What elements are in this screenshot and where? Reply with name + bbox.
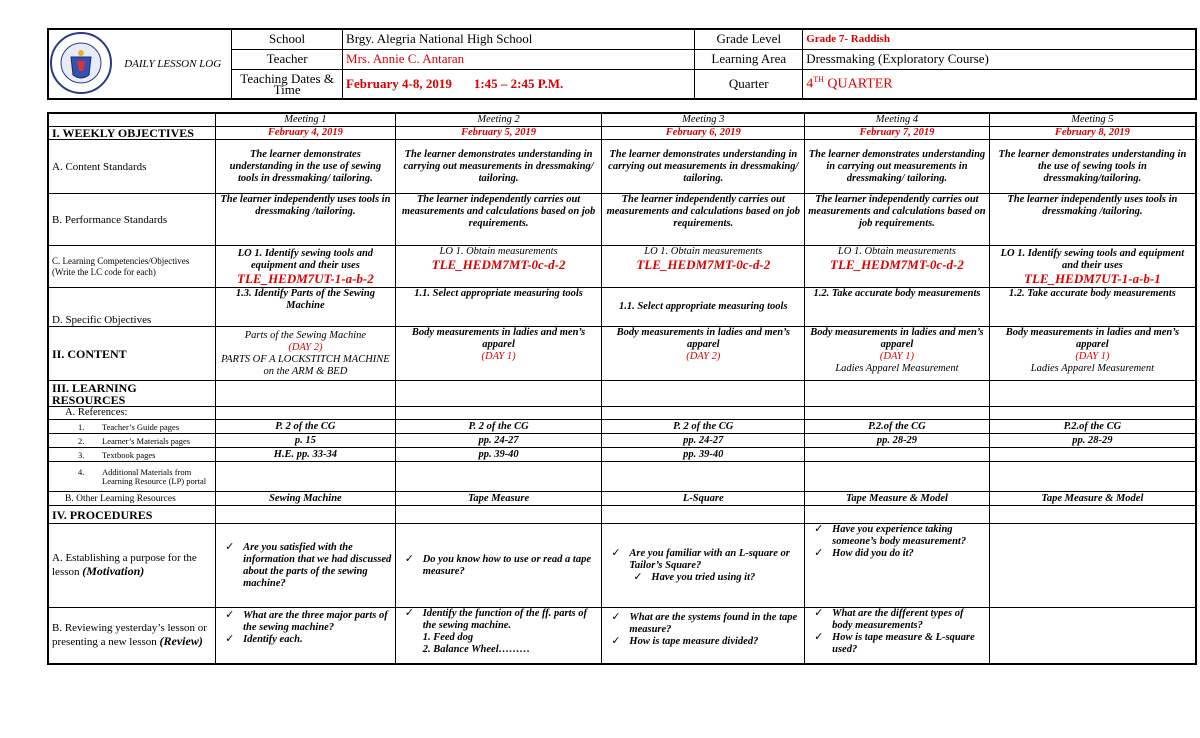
empty-cell: [395, 381, 602, 407]
empty-cell: [216, 506, 396, 524]
motivation-item: ✓ Have you tried using it?: [633, 569, 756, 583]
check-icon: ✓: [404, 606, 414, 619]
references-label: A. References:: [48, 407, 216, 420]
learning-objective: LO 1. Identify sewing tools and equipment and their uses TLE_HEDM7UT-1-a-b-1: [989, 246, 1196, 288]
teacher-value: Mrs. Annie C. Antaran: [343, 49, 695, 69]
performance-standard: The learner independently uses tools in dressmaking /tailoring.: [216, 194, 396, 246]
motivation-item: ✓ Are you familiar with an L-square or Tailor’s Square?: [611, 545, 790, 571]
additional-materials-label: 4. Additional Materials from Learning Resource (LP) portal: [48, 462, 216, 492]
meeting-date: February 6, 2019: [602, 127, 805, 140]
competencies-label: C. Learning Competencies/Objectives (Write the LC code for each): [48, 246, 216, 288]
tb-pages: pp. 39-40: [395, 448, 602, 462]
empty-cell: [602, 506, 805, 524]
motivation-item: ✓ Are you satisfied with the information that we had discussed about the parts of the sewing machine?: [225, 539, 392, 589]
check-icon: ✓: [611, 545, 621, 559]
check-icon: ✓: [225, 608, 235, 621]
empty-cell: [395, 506, 602, 524]
motivation-label: A. Establishing a purpose for the lesson (Motivation): [48, 524, 216, 608]
empty-cell: [805, 506, 990, 524]
meeting-date: February 4, 2019: [216, 127, 396, 140]
other-resource: Tape Measure: [395, 492, 602, 506]
resources-label: III. LEARNING RESOURCES: [48, 381, 216, 407]
empty-cell: [395, 462, 602, 492]
corner-cell: [48, 113, 216, 127]
tg-pages: P.2.of the CG: [989, 420, 1196, 434]
meeting-header: Meeting 4: [805, 113, 990, 127]
header-table: [47, 28, 1197, 100]
meeting-header: Meeting 2: [395, 113, 602, 127]
check-icon: ✓: [611, 634, 621, 647]
content-standard: The learner demonstrates understanding in carrying out measurements in dressmaking/ tailoring.: [805, 140, 990, 194]
review-item: ✓ What are the three major parts of the sewing machine?: [225, 608, 388, 633]
meeting-header: Meeting 3: [602, 113, 805, 127]
learning-objective: LO 1. Obtain measurements TLE_HEDM7MT-0c-d-2: [602, 246, 805, 288]
lm-pages: pp. 24-27: [602, 434, 805, 448]
teacher-label: Teacher: [232, 49, 343, 69]
performance-standard: The learner independently carries out measurements and calculations based on job requirements.: [602, 194, 805, 246]
teachers-guide-label: 1. Teacher’s Guide pages: [48, 420, 216, 434]
learning-objective: LO 1. Obtain measurements TLE_HEDM7MT-0c-d-2: [805, 246, 990, 288]
weekly-objectives-label: I. WEEKLY OBJECTIVES: [48, 127, 216, 140]
lm-pages: p. 15: [216, 434, 396, 448]
empty-cell: [989, 381, 1196, 407]
meeting-date: February 5, 2019: [395, 127, 602, 140]
review-item: ✓ Identify each.: [225, 632, 303, 645]
area-value: Dressmaking (Exploratory Course): [803, 49, 1196, 69]
check-icon: ✓: [225, 632, 235, 645]
motivation-cell: [216, 524, 396, 608]
review-subitem: 1. Feed dog: [422, 632, 474, 643]
review-item: ✓ What are the systems found in the tape measure?: [611, 610, 798, 635]
empty-cell: [602, 462, 805, 492]
grade-value: Grade 7- Raddish: [803, 29, 1196, 49]
empty-cell: [395, 407, 602, 420]
specific-objective: 1.2. Take accurate body measurements: [805, 288, 990, 327]
learning-objective: LO 1. Obtain measurements TLE_HEDM7MT-0c-d-2: [395, 246, 602, 288]
lm-pages: pp. 24-27: [395, 434, 602, 448]
content-standard: The learner demonstrates understanding in carrying out measurements in dressmaking/ tailoring.: [395, 140, 602, 194]
empty-cell: [805, 381, 990, 407]
tg-pages: P. 2 of the CG: [216, 420, 396, 434]
check-icon: ✓: [814, 522, 824, 535]
performance-standard: The learner independently uses tools in dressmaking /tailoring.: [989, 194, 1196, 246]
motivation-item: ✓ Do you know how to use or read a tape measure?: [404, 551, 592, 577]
check-icon: ✓: [404, 551, 414, 565]
performance-standard: The learner independently carries out measurements and calculations based on job requirements.: [395, 194, 602, 246]
motivation-cell: [602, 524, 805, 608]
check-icon: ✓: [814, 546, 824, 559]
other-resource: L-Square: [602, 492, 805, 506]
other-resource: Sewing Machine: [216, 492, 396, 506]
review-item: ✓ What are the different types of body measurements?: [814, 606, 964, 631]
empty-cell: [989, 506, 1196, 524]
performance-standard: The learner independently carries out measurements and calculations based on job requirements.: [805, 194, 990, 246]
tg-pages: P. 2 of the CG: [395, 420, 602, 434]
check-icon: ✓: [814, 630, 824, 643]
empty-cell: [805, 462, 990, 492]
learners-materials-label: 2. Learner’s Materials pages: [48, 434, 216, 448]
textbook-label: 3. Textbook pages: [48, 448, 216, 462]
empty-cell: [216, 381, 396, 407]
meeting-header: Meeting 5: [989, 113, 1196, 127]
specific-objectives-label: D. Specific Objectives: [48, 288, 216, 327]
motivation-cell: [805, 524, 990, 608]
meeting-header: Meeting 1: [216, 113, 396, 127]
review-cell: [395, 608, 602, 664]
review-cell: [602, 608, 805, 664]
content-cell: Parts of the Sewing Machine (DAY 2) PARTS OF A LOCKSTITCH MACHINE on the ARM & BED: [216, 327, 396, 381]
lm-pages: pp. 28-29: [989, 434, 1196, 448]
check-icon: ✓: [814, 606, 824, 619]
tb-pages: H.E. pp. 33-34: [216, 448, 396, 462]
motivation-item: ✓ How did you do it?: [814, 546, 914, 559]
specific-objective: 1.1. Select appropriate measuring tools: [602, 288, 805, 327]
check-icon: ✓: [611, 610, 621, 623]
school-value: Brgy. Alegria National High School: [343, 29, 695, 49]
review-item: ✓ How is tape measure divided?: [611, 634, 759, 647]
empty-cell: [216, 407, 396, 420]
content-cell: Body measurements in ladies and men’s apparel (DAY 2): [602, 327, 805, 381]
quarter-label: Quarter: [695, 69, 803, 99]
content-standards-label: A. Content Standards: [48, 140, 216, 194]
school-label: School: [232, 29, 343, 49]
empty-cell: [989, 462, 1196, 492]
learning-objective: LO 1. Identify sewing tools and equipment and their uses TLE_HEDM7UT-1-a-b-2: [216, 246, 396, 288]
meeting-date: February 7, 2019: [805, 127, 990, 140]
other-resource: Tape Measure & Model: [989, 492, 1196, 506]
document-title: DAILY LESSON LOG: [48, 29, 232, 99]
empty-cell: [805, 407, 990, 420]
check-icon: ✓: [225, 539, 235, 553]
lesson-log-table: [47, 112, 1197, 665]
specific-objective: 1.1. Select appropriate measuring tools: [395, 288, 602, 327]
performance-standards-label: B. Performance Standards: [48, 194, 216, 246]
tb-pages: [989, 448, 1196, 462]
quarter-value: 4TH QUARTER: [803, 69, 1196, 99]
review-cell: [216, 608, 396, 664]
review-label: B. Reviewing yesterday’s lesson or presenting a new lesson (Review): [48, 608, 216, 664]
review-item: ✓ Identify the function of the ff. parts of the sewing machine.: [404, 606, 588, 631]
tb-pages: pp. 39-40: [602, 448, 805, 462]
review-cell: [989, 608, 1196, 664]
check-icon: ✓: [633, 569, 643, 583]
review-item: ✓ How is tape measure & L-square used?: [814, 630, 975, 655]
specific-objective: 1.3. Identify Parts of the Sewing Machine: [216, 288, 396, 327]
dates-value: February 4-8, 2019 1:45 – 2:45 P.M.: [343, 69, 695, 99]
lm-pages: pp. 28-29: [805, 434, 990, 448]
review-cell: [805, 608, 990, 664]
dates-label: Teaching Dates & Time: [232, 69, 343, 99]
motivation-cell: [989, 524, 1196, 608]
tb-pages: [805, 448, 990, 462]
procedures-label: IV. PROCEDURES: [48, 506, 216, 524]
content-standard: The learner demonstrates understanding in the use of sewing tools in dressmaking/ tailoring.: [216, 140, 396, 194]
motivation-item: ✓ Have you experience taking someone’s body measurement?: [814, 522, 967, 547]
empty-cell: [602, 381, 805, 407]
other-resource: Tape Measure & Model: [805, 492, 990, 506]
grade-label: Grade Level: [695, 29, 803, 49]
content-standard: The learner demonstrates understanding in the use of sewing tools in dressmaking/tailoring.: [989, 140, 1196, 194]
content-cell: Body measurements in ladies and men’s apparel (DAY 1) Ladies Apparel Measurement: [805, 327, 990, 381]
tg-pages: P. 2 of the CG: [602, 420, 805, 434]
empty-cell: [602, 407, 805, 420]
tg-pages: P.2.of the CG: [805, 420, 990, 434]
area-label: Learning Area: [695, 49, 803, 69]
motivation-cell: [395, 524, 602, 608]
empty-cell: [989, 407, 1196, 420]
meeting-date: February 8, 2019: [989, 127, 1196, 140]
content-standard: The learner demonstrates understanding in carrying out measurements in dressmaking/ tailoring.: [602, 140, 805, 194]
specific-objective: 1.2. Take accurate body measurements: [989, 288, 1196, 327]
content-cell: Body measurements in ladies and men’s apparel (DAY 1) Ladies Apparel Measurement: [989, 327, 1196, 381]
content-cell: Body measurements in ladies and men’s apparel (DAY 1): [395, 327, 602, 381]
content-label: II. CONTENT: [48, 327, 216, 381]
empty-cell: [216, 462, 396, 492]
review-subitem: 2. Balance Wheel………: [422, 644, 531, 655]
other-resources-label: B. Other Learning Resources: [48, 492, 216, 506]
